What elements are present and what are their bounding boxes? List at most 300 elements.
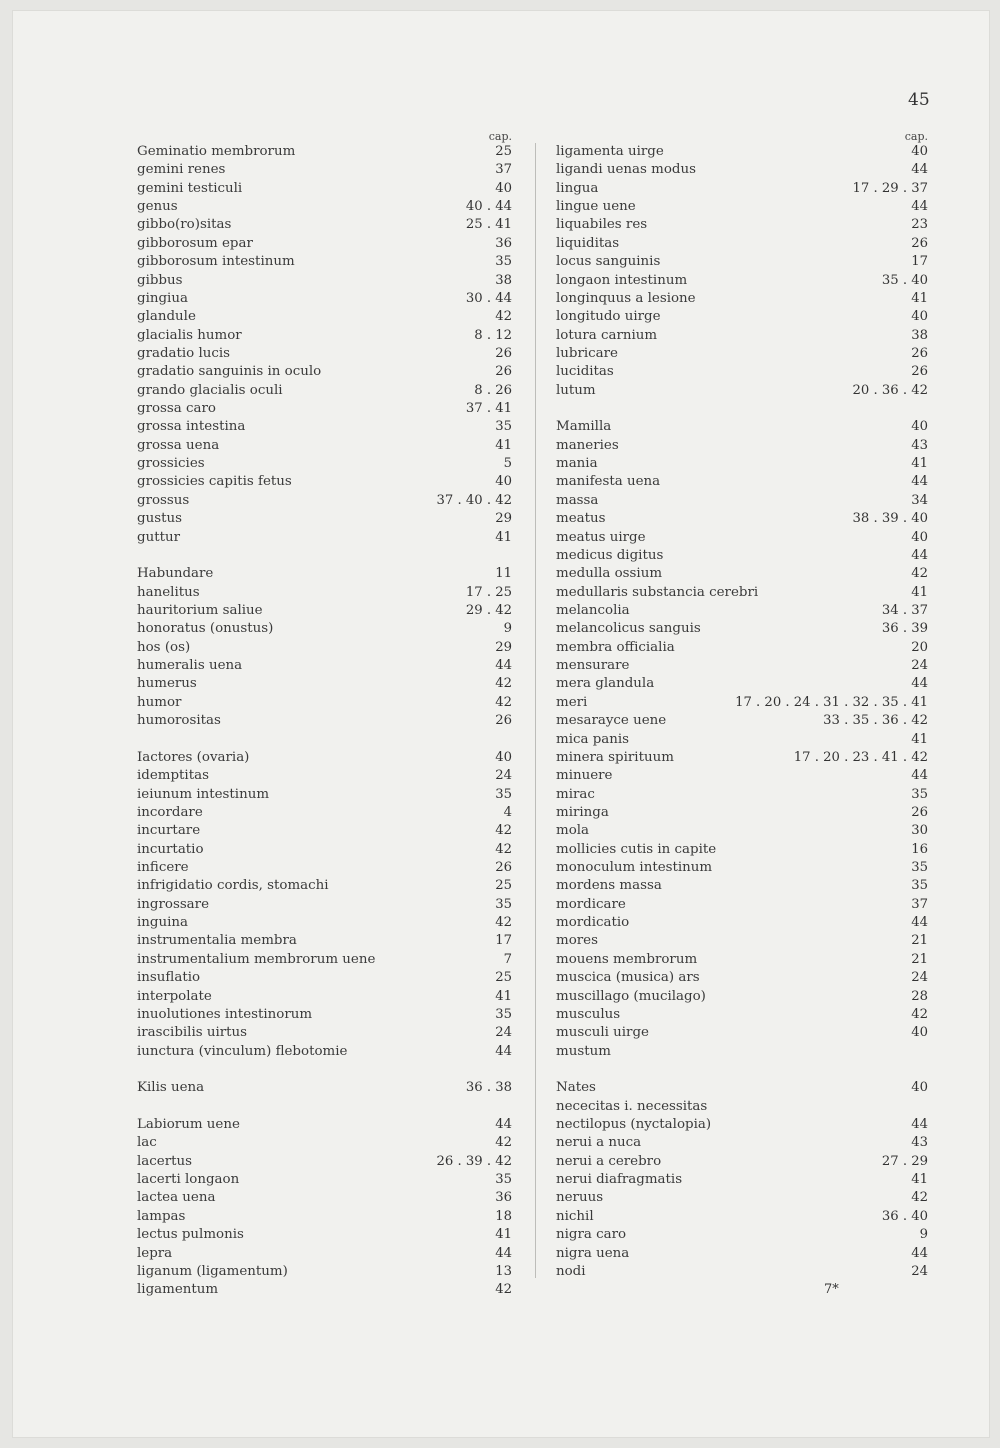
entry-term: gibbo(ro)sitas	[137, 217, 232, 233]
entry-chapter-ref: 42	[495, 309, 512, 325]
entry-chapter-ref: 36 . 40	[881, 1208, 928, 1224]
entry-term: nichil	[556, 1208, 594, 1224]
entry-chapter-ref: 24	[911, 1263, 928, 1279]
entry-chapter-ref: 36	[495, 235, 512, 251]
entry-chapter-ref: 41	[495, 529, 512, 545]
entry-term: gustus	[137, 511, 182, 527]
entry-term: gibbus	[137, 272, 183, 288]
index-entry	[556, 749, 928, 767]
entry-term: infrigidatio cordis, stomachi	[137, 878, 329, 894]
entry-term: ingrossare	[137, 896, 209, 912]
entry-term: incurtatio	[137, 841, 204, 857]
index-entry	[556, 1263, 928, 1281]
entry-term: liquabiles res	[556, 217, 648, 233]
entry-chapter-ref: 44	[911, 915, 928, 931]
index-entry	[137, 161, 512, 179]
index-entry	[556, 694, 928, 712]
entry-term: liquiditas	[556, 235, 620, 251]
index-entry	[137, 749, 512, 767]
index-entry	[556, 657, 928, 675]
entry-term: grossa intestina	[137, 419, 246, 435]
entry-term: Kilis uena	[137, 1080, 205, 1096]
index-entry	[137, 308, 512, 326]
index-entry	[137, 675, 512, 693]
entry-term: mania	[556, 456, 598, 472]
entry-chapter-ref: 20	[911, 639, 928, 655]
entry-chapter-ref: 40	[495, 474, 512, 490]
entry-chapter-ref: 33 . 35 . 36 . 42	[823, 713, 928, 729]
entry-chapter-ref: 41	[911, 731, 928, 747]
entry-term: longitudo uirge	[556, 309, 661, 325]
group-spacer	[137, 1098, 512, 1116]
index-entry	[556, 290, 928, 308]
entry-term: Nates	[556, 1080, 596, 1096]
column-divider	[535, 143, 536, 1278]
index-entry	[556, 437, 928, 455]
entry-chapter-ref: 35	[911, 878, 928, 894]
index-entry	[137, 1006, 512, 1024]
entry-term: mesarayce uene	[556, 713, 667, 729]
entry-chapter-ref: 26	[911, 364, 928, 380]
entry-chapter-ref: 4	[503, 804, 512, 820]
entry-chapter-ref: 25	[495, 970, 512, 986]
index-entry	[556, 1245, 928, 1263]
entry-term: medicus digitus	[556, 547, 664, 563]
entry-term: longinquus a lesione	[556, 290, 696, 306]
entry-chapter-ref: 17	[911, 254, 928, 270]
entry-chapter-ref: 26	[495, 713, 512, 729]
entry-chapter-ref: 35	[495, 419, 512, 435]
index-entry	[137, 877, 512, 895]
entry-chapter-ref: 29 . 42	[465, 602, 512, 618]
entry-term: honoratus (onustus)	[137, 621, 274, 637]
entry-chapter-ref: 36 . 38	[465, 1080, 512, 1096]
index-entry	[556, 767, 928, 785]
entry-term: musculus	[556, 1006, 621, 1022]
index-entry	[556, 529, 928, 547]
entry-term: iunctura (vinculum) flebotomie	[137, 1043, 348, 1059]
index-entry	[556, 896, 928, 914]
entry-term: lingue uene	[556, 199, 636, 215]
index-entry	[137, 896, 512, 914]
entry-term: interpolate	[137, 988, 212, 1004]
index-entry	[556, 822, 928, 840]
entry-term: ligamentum	[137, 1282, 219, 1298]
entry-term: mensurare	[556, 658, 630, 674]
entry-term: lepra	[137, 1245, 173, 1261]
entry-chapter-ref: 42	[495, 841, 512, 857]
entry-term: liganum (ligamentum)	[137, 1263, 288, 1279]
entry-chapter-ref: 41	[911, 290, 928, 306]
entry-term: lectus pulmonis	[137, 1227, 244, 1243]
entry-chapter-ref: 42	[911, 566, 928, 582]
index-entry	[556, 584, 928, 602]
entry-chapter-ref: 37 . 41	[465, 401, 512, 417]
index-entry	[556, 988, 928, 1006]
entry-chapter-ref: 25	[495, 878, 512, 894]
index-entry	[556, 1208, 928, 1226]
index-entry	[556, 216, 928, 234]
index-entry	[137, 529, 512, 547]
entry-term: gradatio lucis	[137, 345, 231, 361]
index-entry	[556, 308, 928, 326]
entry-chapter-ref: 40	[911, 529, 928, 545]
index-entry	[556, 1043, 928, 1061]
index-entry	[137, 804, 512, 822]
entry-chapter-ref: 27 . 29	[881, 1153, 928, 1169]
index-entry	[137, 1263, 512, 1281]
entry-term: instrumentalium membrorum uene	[137, 951, 376, 967]
entry-chapter-ref: 42	[495, 1135, 512, 1151]
index-entry	[556, 547, 928, 565]
entry-term: lubricare	[556, 345, 618, 361]
entry-term: insuflatio	[137, 970, 201, 986]
entry-chapter-ref: 37	[495, 162, 512, 178]
entry-term: meatus uirge	[556, 529, 646, 545]
index-entry	[137, 1024, 512, 1042]
signature-mark: 7*	[824, 1282, 839, 1297]
entry-term: mica panis	[556, 731, 630, 747]
entry-chapter-ref: 24	[495, 768, 512, 784]
index-entry	[556, 1189, 928, 1207]
entry-chapter-ref: 17 . 20 . 23 . 41 . 42	[793, 749, 928, 765]
entry-chapter-ref: 34 . 37	[881, 602, 928, 618]
index-entry	[137, 1079, 512, 1097]
index-entry	[137, 932, 512, 950]
entry-term: humorositas	[137, 713, 221, 729]
entry-term: lacertus	[137, 1153, 192, 1169]
entry-chapter-ref: 35 . 40	[881, 272, 928, 288]
index-entry	[137, 914, 512, 932]
entry-term: gingiua	[137, 290, 188, 306]
entry-term: musculi uirge	[556, 1025, 649, 1041]
index-entry	[556, 1226, 928, 1244]
index-entry	[556, 1098, 928, 1116]
entry-chapter-ref: 36	[495, 1190, 512, 1206]
entry-term: gibborosum epar	[137, 235, 253, 251]
entry-chapter-ref: 21	[911, 951, 928, 967]
index-entry	[137, 620, 512, 638]
entry-term: mouens membrorum	[556, 951, 698, 967]
entry-term: guttur	[137, 529, 180, 545]
index-entry	[137, 767, 512, 785]
entry-chapter-ref: 26	[495, 364, 512, 380]
entry-term: humerus	[137, 676, 197, 692]
entry-term: humeralis uena	[137, 658, 243, 674]
entry-term: gemini renes	[137, 162, 226, 178]
entry-term: massa	[556, 492, 599, 508]
entry-term: mollicies cutis in capite	[556, 841, 717, 857]
entry-term: manifesta uena	[556, 474, 661, 490]
entry-term: hanelitus	[137, 584, 200, 600]
index-entry	[556, 877, 928, 895]
entry-term: grando glacialis oculi	[137, 382, 283, 398]
index-entry	[556, 235, 928, 253]
entry-chapter-ref: 24	[495, 1025, 512, 1041]
entry-term: lampas	[137, 1208, 186, 1224]
entry-term: gibborosum intestinum	[137, 254, 295, 270]
index-entry	[137, 272, 512, 290]
entry-term: genus	[137, 199, 178, 215]
entry-term: lactea uena	[137, 1190, 216, 1206]
entry-chapter-ref: 40	[495, 180, 512, 196]
entry-chapter-ref: 24	[911, 970, 928, 986]
entry-chapter-ref: 26	[495, 345, 512, 361]
entry-chapter-ref: 44	[911, 474, 928, 490]
index-entry	[556, 1024, 928, 1042]
index-column-left	[137, 130, 512, 1300]
index-entry	[556, 198, 928, 216]
index-entry	[137, 786, 512, 804]
entry-chapter-ref: 26	[911, 235, 928, 251]
entry-term: miringa	[556, 804, 609, 820]
entry-chapter-ref: 38 . 39 . 40	[852, 511, 928, 527]
entry-term: gradatio sanguinis in oculo	[137, 364, 322, 380]
index-entry	[137, 694, 512, 712]
index-entry	[137, 639, 512, 657]
entry-term: Mamilla	[556, 419, 612, 435]
index-entry	[556, 473, 928, 491]
index-entry	[556, 180, 928, 198]
entry-chapter-ref: 42	[495, 676, 512, 692]
page-number: 45	[908, 90, 930, 110]
entry-chapter-ref: 30	[911, 823, 928, 839]
entry-chapter-ref: 44	[911, 547, 928, 563]
entry-term: instrumentalia membra	[137, 933, 297, 949]
entry-chapter-ref: 30 . 44	[465, 290, 512, 306]
index-entry	[556, 382, 928, 400]
entry-term: locus sanguinis	[556, 254, 661, 270]
entry-term: idemptitas	[137, 768, 209, 784]
index-entry	[137, 969, 512, 987]
index-entry	[137, 345, 512, 363]
entry-term: mustum	[556, 1043, 611, 1059]
index-entry	[137, 1226, 512, 1244]
index-entry	[137, 382, 512, 400]
index-entry	[137, 1153, 512, 1171]
entry-chapter-ref: 8 . 12	[474, 327, 512, 343]
entry-term: glandule	[137, 309, 196, 325]
index-entry	[556, 841, 928, 859]
entry-chapter-ref: 44	[495, 1245, 512, 1261]
entry-term: nigra caro	[556, 1227, 627, 1243]
index-entry	[556, 345, 928, 363]
entry-chapter-ref: 25 . 41	[465, 217, 512, 233]
entry-term: incurtare	[137, 823, 201, 839]
entry-chapter-ref: 42	[495, 915, 512, 931]
entry-term: meatus	[556, 511, 606, 527]
cap-label: cap.	[904, 130, 928, 143]
entry-term: grossicies	[137, 456, 205, 472]
entry-chapter-ref: 17 . 29 . 37	[852, 180, 928, 196]
group-spacer	[556, 400, 928, 418]
entry-chapter-ref: 40 . 44	[465, 199, 512, 215]
entry-chapter-ref: 35	[495, 896, 512, 912]
entry-chapter-ref: 9	[919, 1227, 928, 1243]
entry-chapter-ref: 24	[911, 658, 928, 674]
entry-term: minera spirituum	[556, 749, 674, 765]
index-entry	[137, 712, 512, 730]
index-entry	[556, 675, 928, 693]
entry-term: nectilopus (nyctalopia)	[556, 1117, 712, 1133]
group-spacer	[556, 1061, 928, 1079]
entry-term: nerui diafragmatis	[556, 1172, 683, 1188]
entry-chapter-ref: 16	[911, 841, 928, 857]
entry-chapter-ref: 25	[495, 144, 512, 159]
entry-chapter-ref: 41	[911, 456, 928, 472]
entry-chapter-ref: 26	[911, 345, 928, 361]
entry-chapter-ref: 13	[495, 1263, 512, 1279]
entry-term: grossus	[137, 492, 190, 508]
index-entry	[137, 1189, 512, 1207]
entry-term: mola	[556, 823, 590, 839]
group-spacer	[137, 1061, 512, 1079]
entry-chapter-ref: 41	[911, 584, 928, 600]
entry-chapter-ref: 18	[495, 1208, 512, 1224]
entry-chapter-ref: 42	[495, 823, 512, 839]
entry-term: irascibilis uirtus	[137, 1025, 248, 1041]
entry-chapter-ref: 21	[911, 933, 928, 949]
entry-chapter-ref: 17 . 25	[465, 584, 512, 600]
entry-chapter-ref: 42	[495, 694, 512, 710]
index-entry	[137, 216, 512, 234]
index-entry	[556, 327, 928, 345]
index-entry	[137, 1043, 512, 1061]
entry-term: Iactores (ovaria)	[137, 749, 250, 765]
index-entry	[137, 988, 512, 1006]
entry-chapter-ref: 35	[911, 786, 928, 802]
index-entry	[556, 510, 928, 528]
entry-chapter-ref: 38	[911, 327, 928, 343]
entry-term: monoculum intestinum	[556, 860, 713, 876]
index-entry	[137, 235, 512, 253]
index-column-right	[556, 130, 928, 1281]
index-entry	[137, 1116, 512, 1134]
index-entry	[137, 180, 512, 198]
index-entry	[556, 712, 928, 730]
group-spacer	[137, 547, 512, 565]
entry-term: Habundare	[137, 566, 214, 582]
entry-chapter-ref: 44	[495, 1043, 512, 1059]
entry-term: Labiorum uene	[137, 1117, 240, 1133]
index-entry	[137, 363, 512, 381]
entry-term: ligamenta uirge	[556, 144, 664, 159]
entry-term: incordare	[137, 804, 203, 820]
entry-chapter-ref: 40	[911, 419, 928, 435]
index-entry	[137, 400, 512, 418]
entry-chapter-ref: 8 . 26	[474, 382, 512, 398]
entry-term: grossicies capitis fetus	[137, 474, 292, 490]
index-entry	[137, 657, 512, 675]
index-entry	[137, 290, 512, 308]
entry-chapter-ref: 42	[495, 1282, 512, 1298]
entry-term: mores	[556, 933, 598, 949]
entry-term: inuolutiones intestinorum	[137, 1006, 313, 1022]
index-entry	[137, 1208, 512, 1226]
index-entry	[137, 602, 512, 620]
entry-term: Geminatio membrorum	[137, 144, 296, 159]
entry-chapter-ref: 29	[495, 511, 512, 527]
entry-chapter-ref: 44	[495, 658, 512, 674]
entry-term: grossa caro	[137, 401, 216, 417]
entry-chapter-ref: 37 . 40 . 42	[436, 492, 512, 508]
index-entry	[137, 584, 512, 602]
entry-chapter-ref: 5	[503, 456, 512, 472]
entry-term: medullaris substancia cerebri	[556, 584, 759, 600]
entry-chapter-ref: 41	[495, 437, 512, 453]
entry-chapter-ref: 26	[911, 804, 928, 820]
entry-chapter-ref: 44	[911, 199, 928, 215]
entry-term: luciditas	[556, 364, 614, 380]
index-entry	[556, 969, 928, 987]
index-entries-left	[137, 143, 512, 1300]
entry-chapter-ref: 34	[911, 492, 928, 508]
index-entry	[137, 1245, 512, 1263]
group-spacer	[137, 731, 512, 749]
entry-term: muscillago (mucilago)	[556, 988, 706, 1004]
entry-term: meri	[556, 694, 588, 710]
entry-term: neruus	[556, 1190, 604, 1206]
entry-term: nerui a cerebro	[556, 1153, 662, 1169]
entry-term: lac	[137, 1135, 157, 1151]
entry-term: minuere	[556, 768, 613, 784]
index-entry	[556, 363, 928, 381]
entry-chapter-ref: 42	[911, 1006, 928, 1022]
entry-chapter-ref: 29	[495, 639, 512, 655]
index-entry	[556, 253, 928, 271]
index-entry	[556, 932, 928, 950]
entry-chapter-ref: 26	[495, 860, 512, 876]
entry-term: nececitas i. necessitas	[556, 1098, 708, 1114]
index-entry	[137, 492, 512, 510]
index-entry	[137, 437, 512, 455]
index-entry	[137, 841, 512, 859]
entry-term: hauritorium saliue	[137, 602, 263, 618]
entry-term: medulla ossium	[556, 566, 663, 582]
index-entry	[556, 161, 928, 179]
entry-chapter-ref: 35	[495, 1006, 512, 1022]
entry-term: nodi	[556, 1263, 586, 1279]
index-entry	[556, 143, 928, 161]
entry-chapter-ref: 35	[495, 786, 512, 802]
entry-term: lacerti longaon	[137, 1172, 240, 1188]
entry-chapter-ref: 35	[495, 1172, 512, 1188]
index-entry	[137, 143, 512, 161]
entry-chapter-ref: 37	[911, 896, 928, 912]
entry-chapter-ref: 43	[911, 437, 928, 453]
entry-chapter-ref: 43	[911, 1135, 928, 1151]
entry-term: longaon intestinum	[556, 272, 688, 288]
entry-term: maneries	[556, 437, 619, 453]
index-entry	[556, 602, 928, 620]
entry-chapter-ref: 40	[911, 1025, 928, 1041]
index-entry	[137, 198, 512, 216]
index-entry	[137, 822, 512, 840]
index-entry	[556, 1134, 928, 1152]
entry-chapter-ref: 35	[495, 254, 512, 270]
index-entry	[556, 786, 928, 804]
index-entry	[137, 473, 512, 491]
entry-term: inficere	[137, 860, 189, 876]
index-entry	[137, 418, 512, 436]
entry-chapter-ref: 44	[911, 1245, 928, 1261]
entry-chapter-ref: 40	[911, 144, 928, 159]
entry-chapter-ref: 40	[495, 749, 512, 765]
index-entry	[137, 455, 512, 473]
entry-term: mordens massa	[556, 878, 662, 894]
index-entry	[556, 639, 928, 657]
entry-term: hos (os)	[137, 639, 191, 655]
